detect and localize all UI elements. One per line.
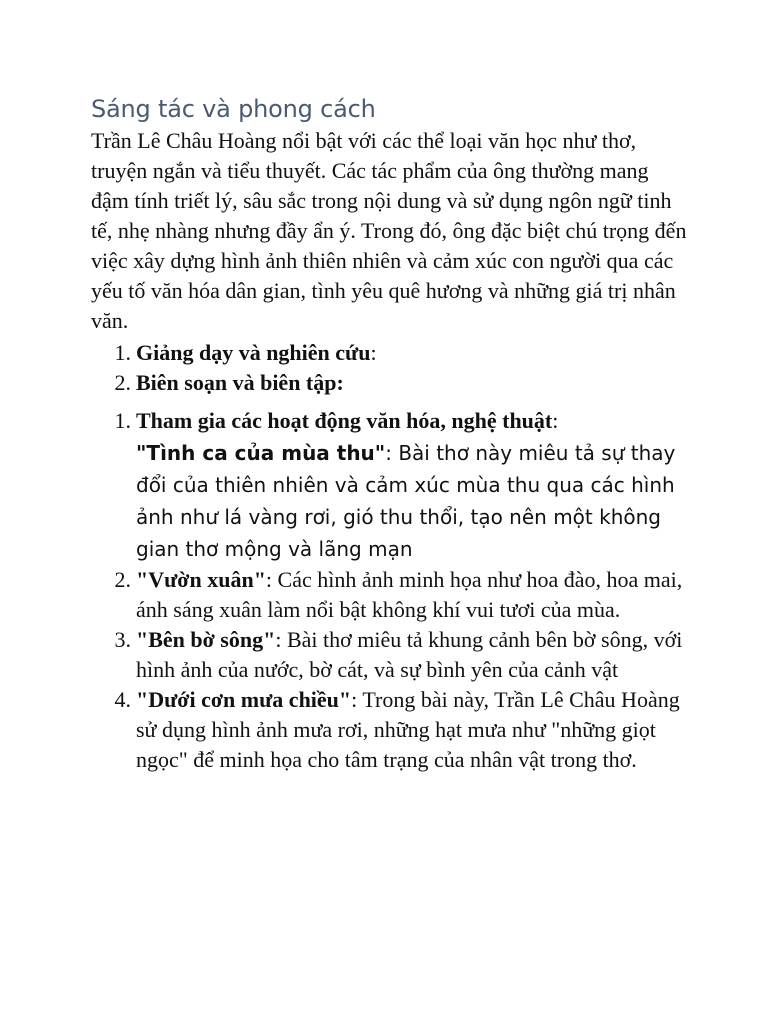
work-title: "Vườn xuân"	[136, 567, 266, 592]
list-item-title: Tham gia các hoạt động văn hóa, nghệ thuật	[136, 408, 553, 433]
list-number: 1.	[114, 340, 131, 365]
list-number: 4.	[114, 687, 131, 712]
list-item	[91, 685, 691, 775]
intro-paragraph: Trần Lê Châu Hoàng nổi bật với các thể loại văn học như thơ, truyện ngắn và tiểu thuyết. Các tác phẩm của ông thường mang đậm tính triết lý, sâu sắc trong nội dung và sử dụng ngôn ngữ tinh tế, nhẹ nhàng nhưng đầy ẩn ý. Trong đó, ông đặc biệt chú trọng đến việc xây dựng hình ảnh thiên nhiên và cảm xúc con người qua các yếu tố văn hóa dân gian, tình yêu quê hương và những giá trị nhân văn.	[91, 128, 687, 333]
work-description: : Bài thơ miêu tả khung cảnh bên bờ sông, với hình ảnh của nước, bờ cát, và sự bình yên của cảnh vật	[136, 627, 683, 682]
work-description: : Bài thơ này miêu tả sự thay đổi của thiên nhiên và cảm xúc mùa thu qua các hình ảnh như lá vàng rơi, gió thu thổi, tạo nên một không gian thơ mộng và lãng mạn	[136, 441, 676, 561]
list-item	[91, 565, 691, 625]
list-item	[91, 625, 691, 685]
work-title: "Tình ca của mùa thu"	[136, 441, 386, 465]
section-heading: Sáng tác và phong cách	[91, 95, 376, 123]
list-item-title: Giảng dạy và nghiên cứu	[136, 340, 371, 365]
list-number: 2.	[114, 370, 131, 395]
work-title: "Dưới cơn mưa chiều"	[136, 687, 352, 712]
activity-list	[91, 338, 691, 398]
work-description: : Trong bài này, Trần Lê Châu Hoàng sử dụng hình ảnh mưa rơi, những hạt mưa như "những giọt ngọc" để minh họa cho tâm trạng của nhân vật trong thơ.	[136, 687, 680, 772]
list-number: 2.	[114, 567, 131, 592]
list-item	[91, 338, 691, 368]
list-number: 3.	[114, 627, 131, 652]
document-body	[91, 92, 691, 775]
list-item-title: Biên soạn và biên tập:	[136, 370, 344, 395]
works-list	[91, 406, 691, 775]
list-number: 1.	[114, 408, 131, 433]
list-item	[91, 406, 691, 565]
list-item-suffix: :	[370, 340, 377, 365]
list-item	[91, 368, 691, 398]
list-item-suffix: :	[552, 408, 559, 433]
work-description: : Các hình ảnh minh họa như hoa đào, hoa mai, ánh sáng xuân làm nổi bật không khí vui tươi của mùa.	[136, 567, 683, 622]
work-title: "Bên bờ sông"	[136, 627, 276, 652]
